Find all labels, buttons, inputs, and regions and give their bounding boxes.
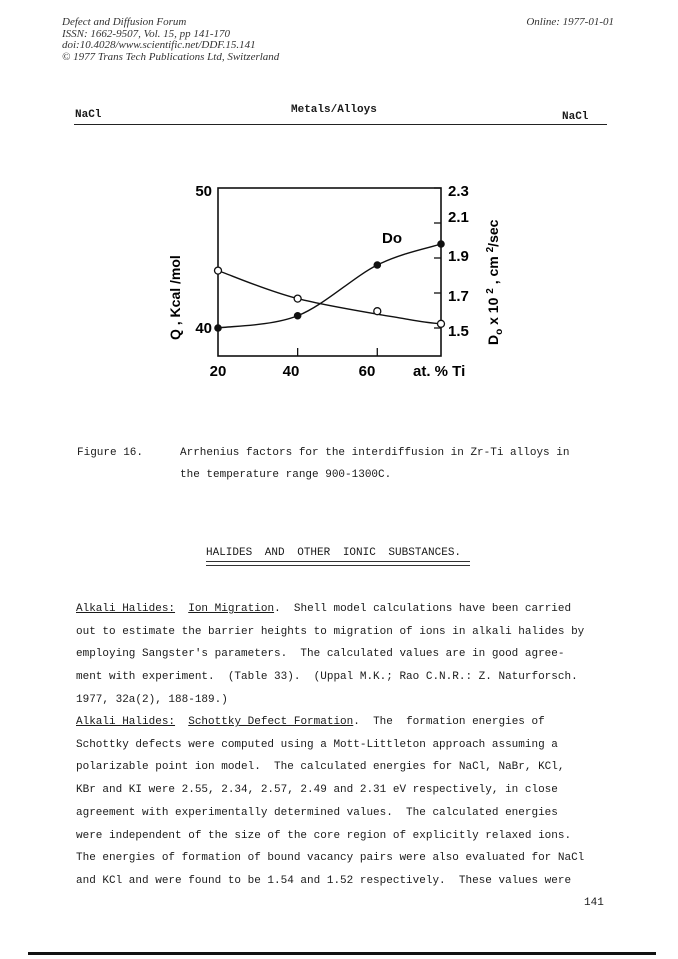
y2-tick-label: 1.9 <box>448 248 469 265</box>
y2-label-mid: x 10 <box>485 293 501 329</box>
text-line: The energies of formation of bound vacancy pairs were also evaluated for NaCl <box>76 852 585 865</box>
y2-tick-label: 2.1 <box>448 209 469 226</box>
text-line: polarizable point ion model. The calculated energies for NaCl, NaBr, KCl, <box>76 761 565 774</box>
do-point <box>437 240 445 248</box>
q-point <box>438 320 445 327</box>
text-line: ment with experiment. (Table 33). (Uppal M.K.; Rao C.N.R.: Z. Naturforsch. <box>76 671 578 684</box>
subtopic-heading: Schottky Defect Formation <box>188 716 354 728</box>
q-point <box>215 267 222 274</box>
text-line: 1977, 32a(2), 188-189.) <box>76 693 228 706</box>
subtopic-heading: Ion Migration <box>188 603 275 615</box>
figure-caption-line: the temperature range 900-1300C. <box>180 469 392 481</box>
journal-doi: doi:10.4028/www.scientific.net/DDF.15.141 <box>62 39 256 51</box>
text-line: and KCl and were found to be 1.54 and 1.52 respectively. These values were <box>76 874 572 887</box>
plot-frame <box>218 188 441 356</box>
running-header-center: Metals/Alloys <box>291 104 377 116</box>
do-curve <box>218 244 441 328</box>
text-line: agreement with experimentally determined values. The calculated energies <box>76 806 558 819</box>
y2-label-main: D <box>485 334 501 345</box>
running-header-left: NaCl <box>75 109 102 121</box>
right-ticks <box>434 188 441 328</box>
section-title-rule <box>206 561 470 566</box>
do-point <box>294 312 302 320</box>
text-line <box>76 598 616 621</box>
page-number: 141 <box>584 897 604 909</box>
text-line: were independent of the size of the core region of explicitly relaxed ions. <box>76 829 572 842</box>
topic-heading: Alkali Halides: <box>76 716 176 728</box>
y2-tick-label: 1.5 <box>448 323 469 340</box>
running-header-right: NaCl <box>562 111 589 123</box>
journal-meta <box>62 17 279 63</box>
x-tick-label: 40 <box>282 363 300 380</box>
text-line: employing Sangster's parameters. The calculated values are in good agree- <box>76 648 565 661</box>
text-line: Schottky defects were computed using a Mott-Littleton approach assuming a <box>76 738 558 751</box>
y2-label-tail: , cm <box>485 252 501 289</box>
x-tick-label: 60 <box>358 363 376 380</box>
y2-label-sup2: 2 <box>485 246 496 253</box>
journal-copyright: © 1977 Trans Tech Publications Ltd, Switzerland <box>62 50 280 63</box>
section-title: HALIDES AND OTHER IONIC SUBSTANCES. <box>206 547 462 559</box>
text-line: out to estimate the barrier heights to migration of ions in alkali halides by <box>76 625 585 638</box>
x-axis-label: at. % Ti <box>413 363 466 380</box>
bottom-rule <box>28 952 656 955</box>
x-tick-label: 20 <box>209 363 227 380</box>
y2-tick-label: 2.3 <box>448 183 469 200</box>
do-annotation: Do <box>382 230 402 247</box>
paragraph-ion-migration <box>76 598 616 712</box>
journal-issn: ISSN: 1662-9507, Vol. 15, pp 141-170 <box>62 27 231 40</box>
text-line: KBr and KI were 2.55, 2.34, 2.57, 2.49 and 2.31 eV respectively, in close <box>76 784 558 797</box>
text-run: . The formation energies of <box>353 716 545 728</box>
figure-caption-line: Arrhenius factors for the interdiffusion in Zr-Ti alloys in <box>180 447 570 459</box>
y2-label-sub: o <box>494 328 505 335</box>
text-line <box>76 711 616 734</box>
arrhenius-chart <box>160 170 520 390</box>
online-date: Online: 1977-01-01 <box>526 16 614 28</box>
q-point <box>294 295 301 302</box>
y2-tick-label: 1.7 <box>448 288 469 305</box>
y-tick-label: 40 <box>195 320 212 337</box>
y2-label-sup: 2 <box>485 288 496 294</box>
journal-name: Defect and Diffusion Forum <box>62 16 187 28</box>
text-run: . Shell model calculations have been carried <box>274 603 572 615</box>
header-rule <box>74 124 607 125</box>
y-axis-label: Q , Kcal /mol <box>167 255 183 340</box>
figure-label: Figure 16. <box>77 447 144 459</box>
y2-label-tail2: /sec <box>485 219 501 247</box>
do-point <box>214 324 222 332</box>
paragraph-schottky-defects <box>76 711 616 893</box>
q-point <box>374 308 381 315</box>
y-tick-label: 50 <box>195 183 212 200</box>
x-ticks <box>298 348 378 356</box>
y2-axis-label <box>485 219 505 345</box>
data-points <box>214 240 445 332</box>
topic-heading: Alkali Halides: <box>76 603 176 615</box>
do-point <box>373 261 381 269</box>
